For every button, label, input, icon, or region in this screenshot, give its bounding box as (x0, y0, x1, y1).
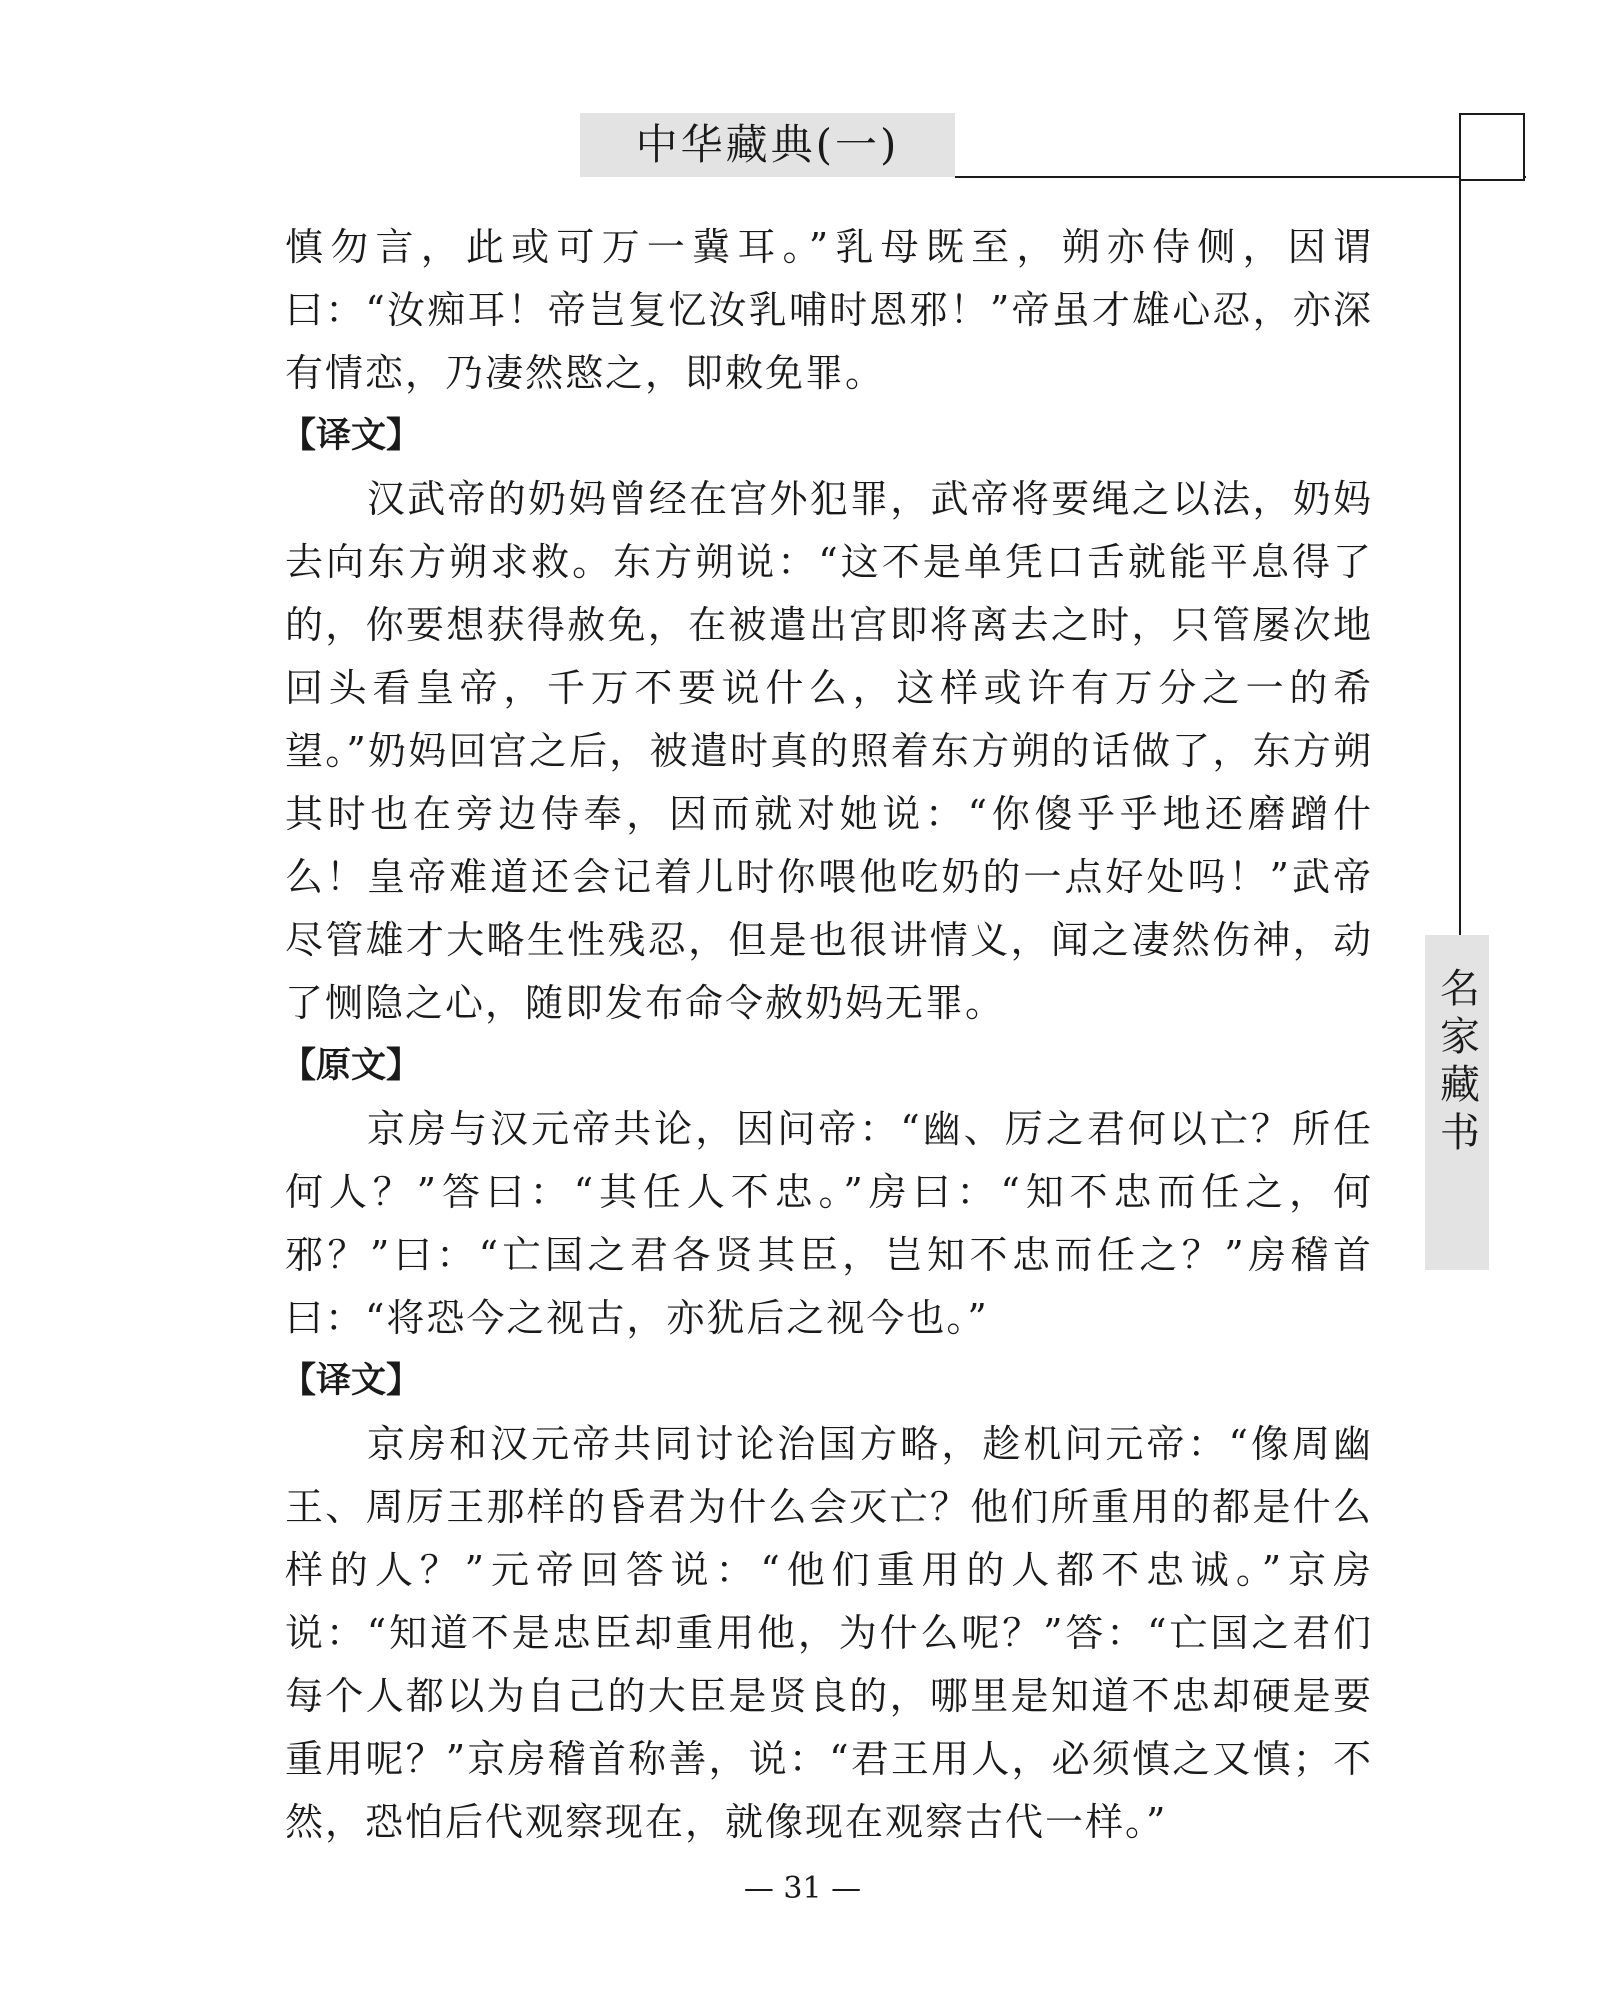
section-heading-translation: 【译文】 (281, 416, 422, 456)
page-body (281, 216, 1373, 1854)
section-heading-original: 【原文】 (281, 1046, 422, 1086)
header-corner-box (1459, 113, 1525, 181)
side-tab (1425, 935, 1489, 1270)
header-rule (955, 176, 1526, 178)
section-heading-translation: 【译文】 (281, 1361, 422, 1401)
page-number: — 31 — (743, 1871, 862, 1906)
paragraph-translation: 京房和汉元帝共同讨论治国方略，趁机问元帝：“像周幽王、周厉王那样的昏君为什么会灭亡？他们所重用的都是什么样的人？”元帝回答说：“他们重用的人都不忠诚。”京房说：“知道不是忠臣却重用他，为什么呢？”答：“亡国之君们每个人都以为自己的大臣是贤良的，哪里是知道不忠却硬是要重用呢？”京房稽首称善，说：“君王用人，必须慎之又慎；不然，恐怕后代观察现在，就像现在观察古代一样。” (285, 1422, 1373, 1844)
paragraph-continued: 慎勿言，此或可万一冀耳。”乳母既至，朔亦侍侧，因谓曰：“汝痴耳！帝岂复忆汝乳哺时恩邪！”帝虽才雄心忍，亦深有情恋，乃凄然愍之，即敕免罪。 (285, 225, 1373, 395)
margin-vertical-rule (1459, 178, 1461, 935)
paragraph-translation: 汉武帝的奶妈曾经在宫外犯罪，武帝将要绳之以法，奶妈去向东方朔求救。东方朔说：“这不是单凭口舌就能平息得了的，你要想获得赦免，在被遣出宫即将离去之时，只管屡次地回头看皇帝，千万不要说什么，这样或许有万分之一的希望。”奶妈回宫之后，被遣时真的照着东方朔的话做了，东方朔其时也在旁边侍奉，因而就对她说：“你傻乎乎地还磨蹭什么！皇帝难道还会记着儿时你喂他吃奶的一点好处吗！”武帝尽管雄才大略生性残忍，但是也很讲情义，闻之凄然伤神，动了恻隐之心，随即发布命令赦奶妈无罪。 (285, 477, 1373, 1025)
paragraph-original: 京房与汉元帝共论，因问帝：“幽、厉之君何以亡？所任何人？”答曰：“其任人不忠。”房曰：“知不忠而任之，何邪？”曰：“亡国之君各贤其臣，岂知不忠而任之？”房稽首曰：“将恐今之视古，亦犹后之视今也。” (285, 1107, 1373, 1340)
running-header-title: 中华藏典(一) (580, 113, 955, 177)
side-tab-label: 名家藏书 (1433, 967, 1480, 1159)
